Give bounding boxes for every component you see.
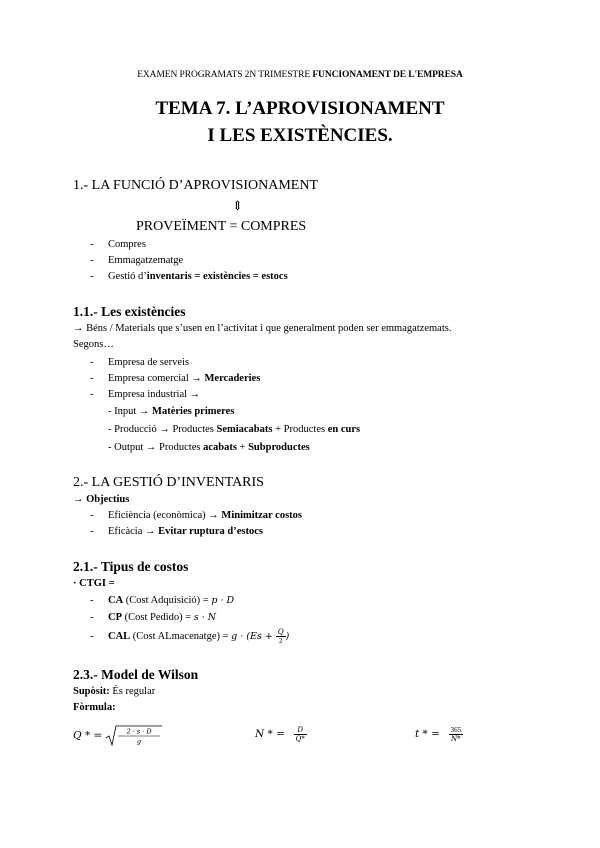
section-2-heading: 2.- LA GESTIÓ D’INVENTARIS [73,475,264,490]
sub-list-item: - Output → Productes acabats + Subproductes [108,442,310,453]
segons-text: Segons… [73,339,114,350]
section-1-heading: 1.- LA FUNCIÓ D’APROVISIONAMENT [73,178,318,193]
list-item: - Gestió d’inventaris = existències = estocs [90,271,288,282]
formula-n-star: N * = $\frac{D}{Q*}$ [255,726,305,743]
list-item: - Emmagatzematge [90,255,184,266]
section-1-1-heading: 1.1.- Les existències [73,304,186,319]
section-2-1-heading: 2.1.- Tipus de costos [73,559,189,574]
exam-header [0,70,600,80]
list-item: - Compres [90,239,146,250]
sub-list-item: - Producció → Productes Semiacabats + Productes en curs [108,424,361,435]
list-item: - Eficàcia → Evitar ruptura d’estocs [90,526,263,537]
list-item: - Eficiència (econòmica) → Minimitzar costos [90,510,302,521]
formula-t-star: t * = $\frac{365}{N*}$ [415,726,462,743]
cost-item-ca: - CA (Cost Adquisició) = p · D [90,595,235,606]
list-item: - Empresa comercial → Mercaderies [90,373,261,384]
page-title-line2: I LES EXISTÈNCIES. [207,125,393,146]
formula-q-star: Q * = 2 · s · D g [73,724,163,748]
section-2-3-heading: 2.3.- Model de Wilson [73,667,199,682]
cost-item-cal: - CAL (Cost ALmacenatge) = g · (Es + $\frac{Q}{2}$ ) [90,628,290,645]
list-item: - Empresa industrial → [90,389,201,400]
updown-arrow-icon: ⇕ [232,198,243,213]
definition-text: → Béns / Materials que s’usen en l’activitat i que generalment poden ser emmagatzemats. [73,323,452,334]
exam-header-subject: FUNCIONAMENT DE L'EMPRESA [312,70,463,80]
formula-label: Fòrmula: [73,702,116,713]
page-title-line1: TEMA 7. L’APROVISIONAMENT [155,98,445,119]
q-numerator: 2 · s · D [126,727,152,736]
section-1-equation: PROVEÏMENT = COMPRES [136,219,307,234]
suposit-text: Supòsit: És regular [73,686,156,697]
list-item: - Empresa de serveis [90,357,190,368]
objectius-label: → Objectius [73,494,130,505]
ctgi-label: · CTGI = [73,578,115,589]
exam-header-prefix: EXAMEN PROGRAMATS 2N TRIMESTRE [137,70,313,80]
q-denominator: g [136,737,142,746]
square-root [105,724,163,748]
cost-item-cp: - CP (Cost Pedido) = s · N [90,612,217,623]
sub-list-item: - Input → Matèries primeres [108,406,235,417]
